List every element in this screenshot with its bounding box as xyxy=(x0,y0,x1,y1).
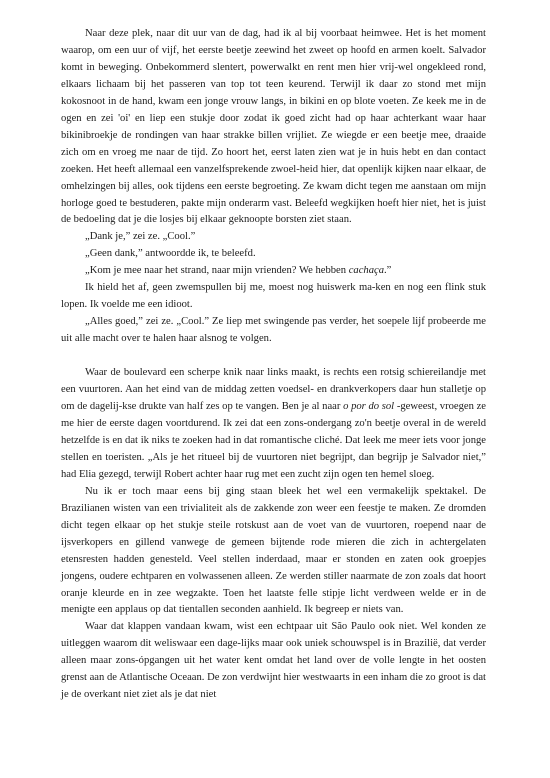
section-gap xyxy=(61,348,486,365)
italic-term: cachaça xyxy=(348,265,384,277)
paragraph-3: Waar de boulevard een scherpe knik naar links maakt, is rechts een rotsig schiereilandje met een vuurtoren. Aan het eind van de middag zetten voedsel- en drankverkopers daar hun stalletje op om de dagelij-kse drukte van half zes op te vangen. Ben je al naar o por do sol -geweest, vroegen ze me hier de eerste dagen voortdurend. Ik zei dat een zons-ondergang zo'n beetje overal in de wereld hetzelfde is en dat ik niks te zoeken had in dat romantische cliché. Dat leek me meer iets voor jonge stellen en toeristen. „Als je het ritueel bij de vuurtoren niet begrijpt, dan begrijp je Salvador niet,” had Elia gezegd, terwijl Robert achter haar rug met een zucht zijn ogen ten hemel sloeg. xyxy=(61,367,487,480)
italic-term: o por do sol xyxy=(343,401,395,413)
dialogue-line-4: „Alles goed,” zei ze. „Cool.” Ze liep met swingende pas verder, het soepele lijf probeerde me uit alle macht over te halen haar alsnog te volgen. xyxy=(61,316,486,345)
paragraph-5: Waar dat klappen vandaan kwam, wist een echtpaar uit São Paulo ook niet. Wel konden ze uitleggen waarom dit weliswaar een dage-lijks maar ook uniek schouwspel is in Brazilië, dat verder alleen maar zons-ópgangen uit het water kent omdat het land over de volle lengte in het oosten grenst aan de Atlantische Oceaan. De zon verdwijnt hier westwaarts in een inham die zo groot is dat je de overkant niet ziet als je dat niet xyxy=(61,621,486,701)
paragraph-1: Naar deze plek, naar dit uur van de dag, had ik al bij voorbaat heimwee. Het is het moment waarop, om een uur of vijf, het eerste beetje zeewind het zweet op hoofd en armen koelt. Salvador komt in beweging. Onbekommerd slentert, powerwalkt en rent men hier vrij-wel ongekleed rond, elkaars lichaam bij het passeren van top tot teen keurend. Terwijl ik daar zo stond met mijn kokosnoot in de hand, kwam een jonge vrouw langs, in bikini en op blote voeten. Ze keek me in de ogen en zei 'oi' en liep een stukje door zodat ik goed zicht had op haar achterkant waar haar bikinibroekje de rondingen van haar strakke billen vrijliet. Ze wiegde er een beetje mee, draaide zich om en vroeg me naar de tijd. Zo hoort het, eerst laten zien wat je in huis hebt en dan contact zoeken. Het heeft allemaal een vanzelfsprekende zwoel-heid hier, dat openlijk kijken naar elkaar, de omhelzingen bij alles, ook tijdens een eerste begroeting. Ze kwam dicht tegen me aanstaan om mijn horloge goed te bestuderen, pakte mijn onderarm vast. Beleefd wegkijken hoeft hier niet, het is juist de bedoeling dat je die losjes bij elkaar geknoopte borsten ziet staan. xyxy=(61,28,486,226)
dialogue-line-1: „Dank je,” zei ze. „Cool.” xyxy=(85,231,196,243)
paragraph-4: Nu ik er toch maar eens bij ging staan bleek het wel een vermakelijk spektakel. De Brazilianen wisten van een trivialiteit als de zakkende zon weer een feestje te maken. Ze dromden dicht tegen elkaar op het stukje steile rotskust aan de voet van de vuurtoren, roepend naar de ijsverkopers en gillend vanwege de gemeen bijtende rode mieren die zich in achtergelaten etensresten hadden genesteld. Veel stellen inderdaad, maar er stonden en zaten ook groepjes jongens, oudere echtparen en volwassenen alleen. Ze werden stiller naarmate de zon zoals dat hoort oranje kleurde en in zee wegzakte. Toen het laatste felle stipje licht verdween welde er in de menigte een applaus op dat tientallen seconden aanhield. Ik begreep er niets van. xyxy=(61,485,486,616)
paragraph-2: Ik hield het af, geen zwemspullen bij me, moest nog huiswerk ma-ken en nog een flink stuk lopen. Ik voelde me een idioot. xyxy=(61,282,486,311)
dialogue-line-3: „Kom je mee naar het strand, naar mijn vrienden? We hebben cachaça.” xyxy=(85,265,392,277)
dialogue-line-2: „Geen dank,” antwoordde ik, te beleefd. xyxy=(85,248,256,260)
